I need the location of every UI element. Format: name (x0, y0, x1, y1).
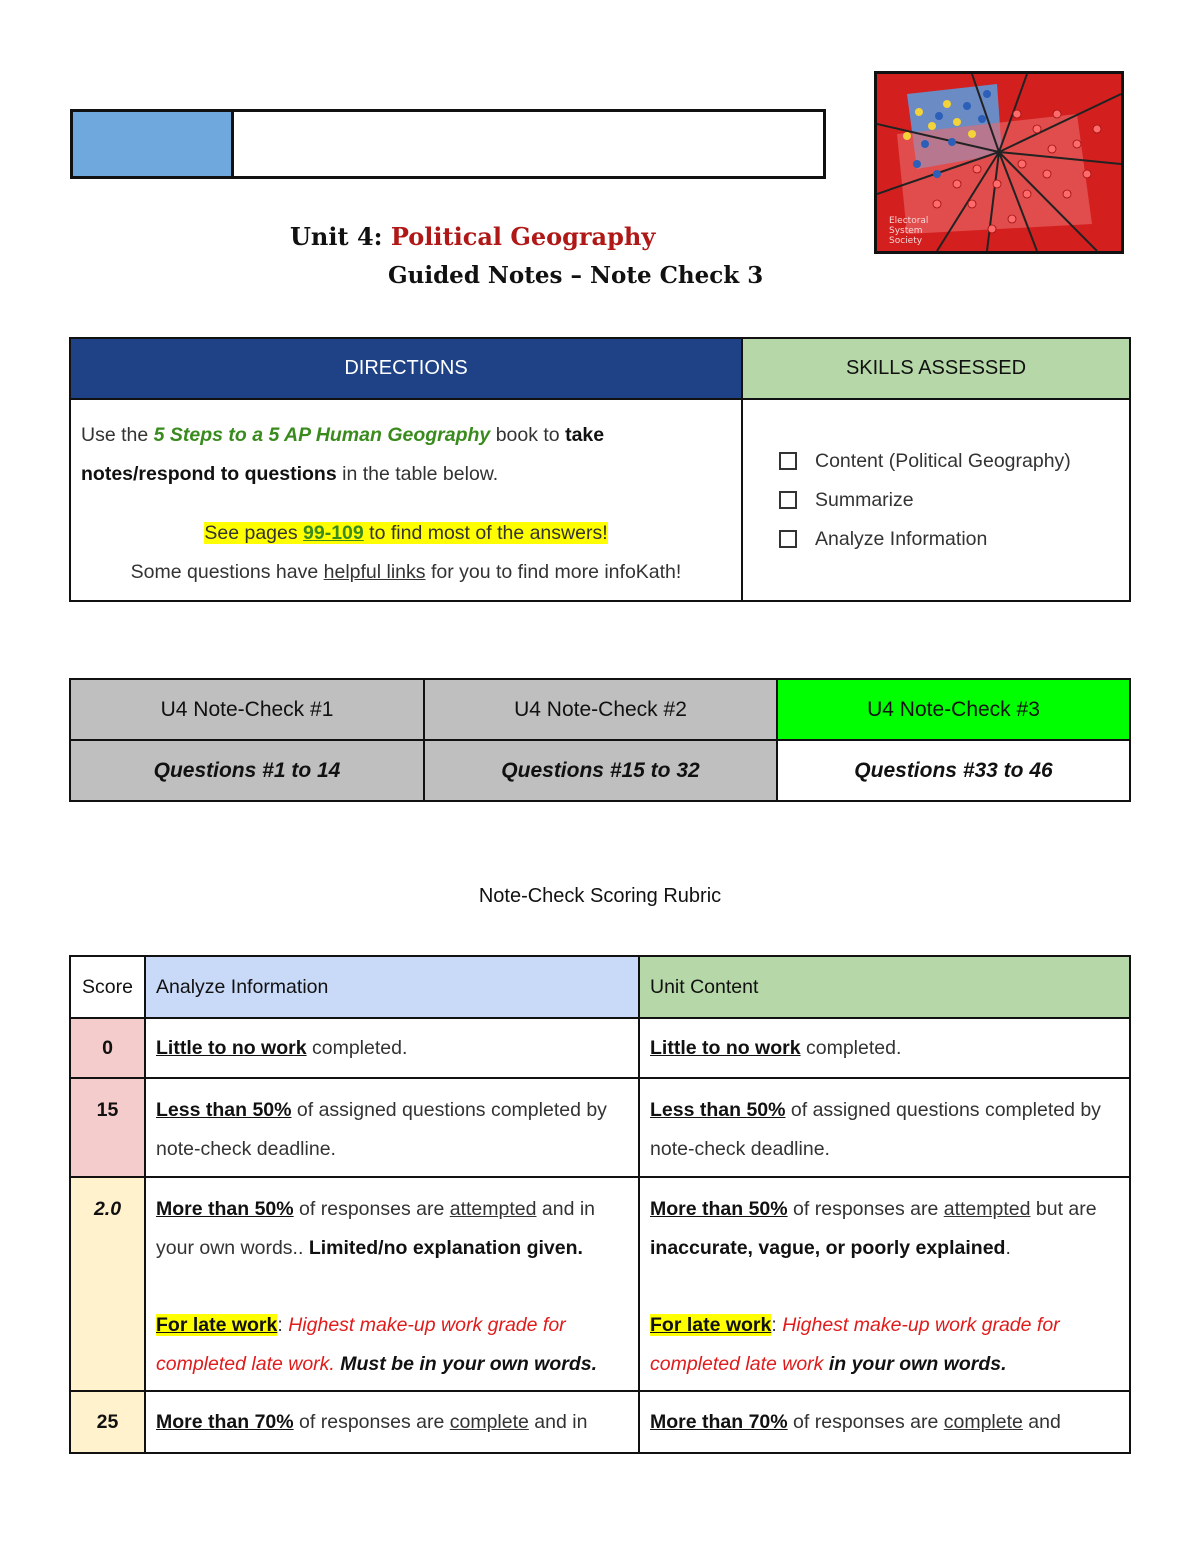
name-box-color-block (73, 112, 234, 176)
unit-title (290, 222, 655, 251)
map-caption-line: Electoral (889, 216, 929, 226)
skills-list (742, 399, 1130, 601)
rubric-text: of responses are (793, 1410, 939, 1433)
rubric-header-analyze: Analyze Information (145, 956, 639, 1018)
rubric-text: attempted (449, 1198, 537, 1220)
rubric-header-content: Unit Content (639, 956, 1130, 1018)
electoral-map-image (874, 71, 1124, 254)
rubric-text: attempted (943, 1198, 1031, 1220)
see-pages-highlight (204, 522, 607, 544)
rubric-score: 15 (70, 1078, 145, 1177)
rubric-text: of responses are (793, 1198, 939, 1220)
rubric-row (70, 1177, 1130, 1391)
skill-item (779, 520, 1129, 559)
rubric-emph: Less than 50% (156, 1099, 292, 1121)
rubric-text: complete (943, 1410, 1023, 1433)
skill-item (779, 481, 1129, 520)
skill-label: Summarize (815, 488, 914, 511)
rubric-bold: Limited/no explanation given. (308, 1237, 583, 1259)
directions-header: DIRECTIONS (70, 338, 742, 399)
rubric-emph: Less than 50% (650, 1099, 786, 1121)
name-field[interactable] (234, 112, 823, 176)
map-caption-line: Society (889, 236, 923, 246)
rubric-emph: More than 70% (650, 1410, 788, 1433)
note-check-label: U4 Note-Check #1 (70, 679, 424, 740)
note-check-questions: Questions #15 to 32 (424, 740, 777, 801)
rubric-score: 0 (70, 1018, 145, 1078)
rubric-text: of assigned questions completed by note-check deadline. (156, 1099, 607, 1160)
rubric-bold: inaccurate, vague, or poorly explained (650, 1237, 1006, 1259)
directions-text: take (565, 424, 605, 446)
rubric-cell: More than 50% of responses are attempted and in your own words.. Limited/no explanation given. For late work: Highest make-up work grade for completed late work. Must be in your own words. (145, 1177, 639, 1391)
rubric-text: completed. (806, 1036, 902, 1059)
helpful-links: helpful links (323, 561, 426, 583)
rubric-text: completed. (312, 1036, 408, 1059)
rubric-cell (639, 1078, 1130, 1177)
rubric-cell (145, 1018, 639, 1078)
page-subtitle: Guided Notes – Note Check 3 (388, 262, 764, 289)
directions-text: book to (495, 424, 560, 446)
directions-table (69, 337, 1131, 602)
rubric-text: and in your own words.. (156, 1198, 596, 1259)
checkbox[interactable] (779, 530, 797, 548)
directions-text: to find most of the answers! (369, 522, 608, 544)
rubric-text: of responses are (299, 1410, 445, 1433)
rubric-bold: Must be in your own words. (340, 1353, 598, 1375)
rubric-cell (639, 1391, 1130, 1453)
skill-label: Content (Political Geography) (815, 449, 1071, 472)
book-title: 5 Steps to a 5 AP Human Geography (153, 424, 491, 446)
late-work-note: Highest make-up work grade for completed late work. (156, 1314, 566, 1375)
note-check-label-current: U4 Note-Check #3 (777, 679, 1130, 740)
note-check-questions-current: Questions #33 to 46 (777, 740, 1130, 801)
unit-topic: Political Geography (390, 222, 656, 251)
rubric-bold: in your own words. (828, 1353, 1007, 1375)
directions-text: Use the (81, 424, 149, 446)
rubric-cell (145, 1078, 639, 1177)
checkbox[interactable] (779, 491, 797, 509)
rubric-emph: Little to no work (156, 1036, 307, 1059)
pages-link[interactable]: 99-109 (303, 522, 364, 544)
rubric-row (70, 1391, 1130, 1453)
rubric-cell: More than 50% of responses are attempted but are inaccurate, vague, or poorly explained. For late work: Highest make-up work grade for completed late work in your own words. (639, 1177, 1130, 1391)
rubric-emph: Little to no work (650, 1036, 801, 1059)
skills-header: SKILLS ASSESSED (742, 338, 1130, 399)
late-work-note: Highest make-up work grade for completed late work (650, 1314, 1060, 1375)
rubric-text: of responses are (299, 1198, 445, 1220)
skill-label: Analyze Information (815, 527, 988, 550)
rubric-text: and in (534, 1410, 588, 1433)
rubric-text: complete (449, 1410, 529, 1433)
directions-text: See pages (204, 522, 298, 544)
directions-text: notes/respond to questions (81, 463, 337, 485)
map-caption-line: System (889, 226, 923, 236)
name-box (70, 109, 826, 179)
directions-body (70, 399, 742, 601)
rubric-text: but are (1035, 1198, 1097, 1220)
rubric-row (70, 1078, 1130, 1177)
rubric-score: 2.0 (70, 1177, 145, 1391)
rubric-cell (145, 1391, 639, 1453)
directions-text: in the table below. (342, 463, 499, 485)
rubric-emph: More than 50% (156, 1198, 294, 1220)
map-caption (889, 216, 928, 246)
skill-item (779, 442, 1129, 481)
note-check-label: U4 Note-Check #2 (424, 679, 777, 740)
late-work-label: For late work (650, 1314, 772, 1336)
rubric-score: 25 (70, 1391, 145, 1453)
directions-text: Some questions have (130, 561, 319, 583)
rubric-header-score: Score (70, 956, 145, 1018)
rubric-text: and (1028, 1410, 1061, 1433)
rubric-table (69, 955, 1131, 1454)
unit-label: Unit 4: (290, 222, 383, 251)
checkbox[interactable] (779, 452, 797, 470)
note-check-questions: Questions #1 to 14 (70, 740, 424, 801)
directions-text: for you to find more infoKath! (430, 561, 682, 583)
rubric-emph: More than 50% (650, 1198, 788, 1220)
rubric-row (70, 1018, 1130, 1078)
rubric-cell (639, 1018, 1130, 1078)
rubric-text: of assigned questions completed by note-check deadline. (650, 1099, 1101, 1160)
rubric-emph: More than 70% (156, 1410, 294, 1433)
late-work-label: For late work (156, 1314, 278, 1336)
note-check-table (69, 678, 1131, 802)
rubric-title: Note-Check Scoring Rubric (478, 885, 722, 907)
